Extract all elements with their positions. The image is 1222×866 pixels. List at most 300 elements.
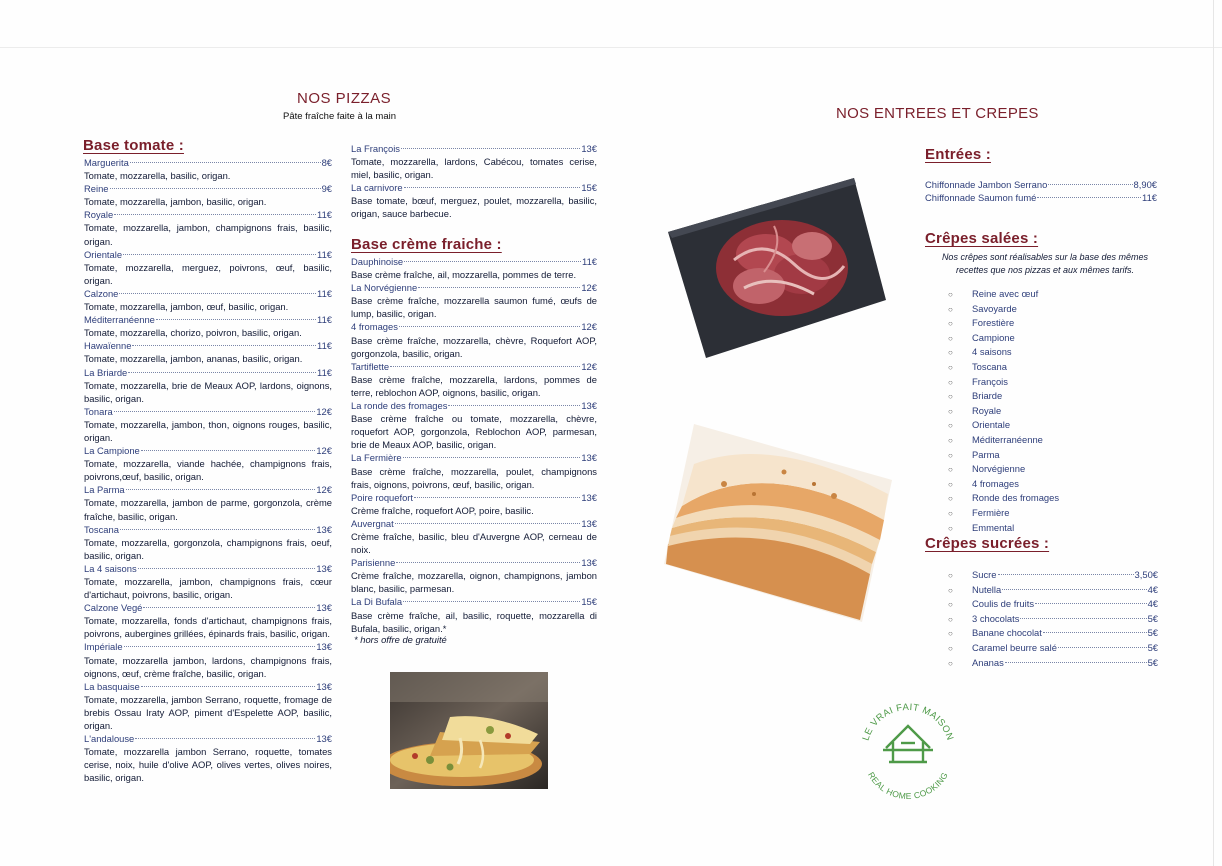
dot-leader <box>1020 618 1146 619</box>
bullet-icon: ○ <box>948 465 953 475</box>
bullet-icon: ○ <box>948 450 953 460</box>
crepe-item-name: Emmental <box>972 521 1015 533</box>
base-tomate-heading: Base tomate : <box>83 137 184 154</box>
bullet-icon: ○ <box>948 421 953 431</box>
menu-item-name: Auvergnat <box>351 517 394 529</box>
menu-item-price: 13€ <box>581 517 597 529</box>
menu-item-price: 13€ <box>581 452 597 464</box>
bullet-icon: ○ <box>948 585 953 595</box>
menu-item <box>84 208 332 247</box>
crepe-item-row <box>972 612 1158 626</box>
crepe-item <box>948 477 1068 492</box>
menu-item-price: 11€ <box>317 314 332 326</box>
scan-edge-right <box>1213 0 1214 866</box>
menu-item-price: 11€ <box>317 248 332 260</box>
crepe-item <box>948 641 1158 656</box>
menu-item-row <box>84 313 332 326</box>
menu-item-description: Tomate, mozzarella, viande hachée, champignons frais, poivrons,œuf, basilic, origan. <box>84 458 332 483</box>
menu-item-price: 13€ <box>316 562 332 574</box>
svg-text:REAL HOME COOKING <box>866 770 950 801</box>
menu-item-name: Chiffonnade Saumon fumé <box>925 192 1037 204</box>
crepe-item <box>948 287 1068 302</box>
dot-leader <box>141 450 316 451</box>
crepes-salees-heading: Crêpes salées : <box>925 230 1039 247</box>
crepe-item-row <box>972 568 1158 582</box>
base-creme-list <box>351 255 597 635</box>
crepe-item-row <box>972 626 1158 640</box>
menu-item-row <box>84 366 332 379</box>
menu-item <box>925 191 1157 204</box>
menu-item-price: 12€ <box>581 360 597 372</box>
menu-item-name: Toscana <box>84 523 119 535</box>
dot-leader <box>1048 184 1132 185</box>
menu-item-row <box>84 339 332 352</box>
crepe-item-name: Forestière <box>972 317 1015 329</box>
dot-leader <box>1058 647 1147 648</box>
menu-item-description: Crème fraîche, mozzarella, oignon, champignons, jambon blanc, basilic, parmesan. <box>351 570 597 595</box>
crepe-item-name: Sucre <box>972 569 997 580</box>
bullet-icon: ○ <box>948 494 953 504</box>
crepe-item-name: Coulis de fruits <box>972 598 1035 610</box>
dot-leader <box>1043 632 1147 633</box>
gratuity-note: * hors offre de gratuité <box>354 634 447 645</box>
menu-item-description: Base crème fraîche, mozzarella, poulet, champignons frais, oignons, poivrons, œuf, basilic, origan. <box>351 465 597 490</box>
menu-item-row <box>925 178 1157 191</box>
menu-item-description: Tomate, mozzarella, jambon, ananas, basilic, origan. <box>84 353 303 365</box>
entrees-list <box>925 178 1157 204</box>
menu-item-name: La ronde des fromages <box>351 400 448 412</box>
crepes-sucrees-list <box>948 568 1158 670</box>
bullet-icon: ○ <box>948 435 953 445</box>
dot-leader <box>395 523 581 524</box>
dot-leader <box>119 293 316 294</box>
menu-item-price: 11€ <box>317 209 332 221</box>
crepes-sucrees-heading: Crêpes sucrées : <box>925 535 1050 552</box>
menu-item-price: 8,90€ <box>1133 179 1157 190</box>
menu-item-description: Tomate, mozzarella, fonds d'artichaut, champignons frais, poivrons, aubergines grillées, épinards frais, basilic, origan. <box>84 615 332 640</box>
menu-item-description: Tomate, mozzarella, brie de Meaux AOP, lardons, oignons, basilic, origan. <box>84 379 332 404</box>
menu-item-row <box>84 156 332 169</box>
menu-item <box>351 320 597 359</box>
crepes-salees-note: Nos crêpes sont réalisables sur la base des mêmes recettes que nos pizzas et aux mêmes tarifs. <box>941 252 1149 275</box>
crepe-item-price: 5€ <box>1147 656 1158 668</box>
menu-item-description: Crème fraîche, basilic, bleu d'Auvergne AOP, cerneau de noix. <box>351 530 597 556</box>
menu-item <box>351 181 597 220</box>
crepe-item-price: 5€ <box>1147 612 1158 624</box>
menu-item-description: Tomate, mozzarella jambon, lardons, champignons frais, oignons, œuf, crème fraîche, basilic, origan. <box>84 654 332 679</box>
crepe-item <box>948 491 1068 506</box>
menu-item-name: Calzone Vegé <box>84 602 143 614</box>
menu-item-row <box>351 451 597 464</box>
menu-item-row <box>351 517 597 530</box>
menu-item <box>84 405 332 444</box>
dot-leader <box>156 319 316 320</box>
menu-item-description: Tomate, mozzarella, gorgonzola, champignons frais, oeuf, basilic, origan. <box>84 536 332 561</box>
menu-item-price: 8€ <box>321 157 332 168</box>
menu-item-price: 12€ <box>316 484 332 496</box>
menu-item-row <box>351 181 597 194</box>
menu-item-name: La 4 saisons <box>84 562 137 574</box>
menu-item-price: 12€ <box>316 445 332 457</box>
menu-item <box>351 491 597 517</box>
crepe-item <box>948 568 1158 583</box>
menu-item-name: Hawaïenne <box>84 340 132 352</box>
menu-item-name: La François <box>351 143 400 154</box>
crepe-item-row <box>972 583 1158 597</box>
menu-item-row <box>84 483 332 496</box>
menu-item-row <box>351 320 597 333</box>
menu-item-description: Base tomate, bœuf, merguez, poulet, mozzarella, basilic, origan, sauce barbecue. <box>351 195 597 220</box>
crepe-item-name: François <box>972 375 1008 387</box>
dot-leader <box>128 372 316 373</box>
svg-text:LE VRAI FAIT MAISON <box>860 702 955 742</box>
menu-item-row <box>351 491 597 504</box>
scan-edge-top <box>0 47 1222 48</box>
menu-item <box>84 182 332 208</box>
dot-leader <box>1037 197 1141 198</box>
menu-item-row <box>84 680 332 693</box>
dot-leader <box>404 187 581 188</box>
menu-item-description: Tomate, mozzarella, jambon, basilic, origan. <box>84 196 267 208</box>
menu-item <box>351 255 597 281</box>
bullet-icon: ○ <box>948 290 953 299</box>
crepe-item-name: Toscana <box>972 360 1007 372</box>
menu-item-price: 13€ <box>316 523 332 535</box>
menu-item-price: 13€ <box>316 602 332 614</box>
menu-item-description: Tomate, mozzarella, jambon, champignons frais, cœur d'artichaut, poivrons, basilic, origan. <box>84 576 332 601</box>
menu-item-row <box>84 562 332 575</box>
menu-item-price: 13€ <box>581 143 597 154</box>
pizza-photo <box>390 672 548 789</box>
bullet-icon: ○ <box>948 333 953 343</box>
menu-item-description: Base crème fraîche, mozzarella, chèvre, Roquefort AOP, gorgonzola, basilic, origan. <box>351 334 597 359</box>
menu-item <box>84 156 332 182</box>
bullet-icon: ○ <box>948 614 953 624</box>
bullet-icon: ○ <box>948 348 953 358</box>
menu-item-price: 11€ <box>317 366 332 378</box>
crepe-item-name: Briarde <box>972 390 1003 402</box>
crepe-item-name: Reine avec œuf <box>972 288 1039 299</box>
menu-item-row <box>351 281 597 294</box>
menu-item <box>351 281 597 320</box>
crepe-item <box>948 656 1158 671</box>
dot-leader <box>399 326 580 327</box>
menu-item-row <box>351 595 597 608</box>
crepe-item-name: Fermière <box>972 506 1010 518</box>
dot-leader <box>1035 603 1147 604</box>
crepe-item <box>948 521 1068 536</box>
menu-item-name: 4 fromages <box>351 321 398 333</box>
menu-item-price: 9€ <box>321 183 332 195</box>
crepe-item <box>948 418 1068 433</box>
dot-leader <box>403 601 580 602</box>
dot-leader <box>120 529 315 530</box>
menu-item-price: 13€ <box>316 680 332 692</box>
menu-item-description: Tomate, mozzarella, basilic, origan. <box>84 170 231 182</box>
dot-leader <box>1005 662 1147 663</box>
bullet-icon: ○ <box>948 658 953 668</box>
dot-leader <box>124 646 316 647</box>
menu-item-row <box>84 732 332 745</box>
menu-item <box>84 248 332 287</box>
menu-item-name: Parisienne <box>351 557 396 569</box>
menu-item-name: Tonara <box>84 405 113 417</box>
menu-item-name: La Briarde <box>84 366 128 378</box>
menu-item-name: La Fermière <box>351 452 402 464</box>
menu-item-name: Calzone <box>84 287 119 299</box>
menu-item-description: Tomate, mozzarella, jambon, thon, oignons rouges, basilic, origan. <box>84 418 332 443</box>
bullet-icon: ○ <box>948 571 953 580</box>
menu-item-description: Tomate, mozzarella, jambon Serrano, roquette, fromage de brebis Ossau Iraty AOP, piment d'Espelette AOP, basilic, origan. <box>84 693 332 732</box>
crepe-item <box>948 375 1068 390</box>
menu-item-row <box>351 556 597 569</box>
menu-item-row <box>84 523 332 536</box>
menu-item-name: Reine <box>84 183 109 195</box>
dot-leader <box>390 366 580 367</box>
menu-item <box>84 680 332 732</box>
dot-leader <box>404 261 581 262</box>
menu-item-price: 13€ <box>316 733 332 745</box>
menu-item-price: 13€ <box>581 491 597 503</box>
base-tomate-list <box>84 156 332 785</box>
bullet-icon: ○ <box>948 479 953 489</box>
crepe-item-name: Parma <box>972 448 1000 460</box>
bullet-icon: ○ <box>948 600 953 610</box>
menu-item-name: Chiffonnade Jambon Serrano <box>925 179 1048 190</box>
menu-item-description: Base crème fraîche, mozzarella, lardons, pommes de terre, reblochon AOP, oignons, basilic, origan. <box>351 373 597 398</box>
menu-item-description: Base crème fraîche, ail, basilic, roquette, mozzarella di Bufala, basilic, origan.* <box>351 609 597 634</box>
menu-item-price: 15€ <box>581 182 597 194</box>
bullet-icon: ○ <box>948 508 953 518</box>
menu-item-price: 13€ <box>316 641 332 653</box>
menu-item-price: 12€ <box>581 321 597 333</box>
menu-item <box>84 523 332 562</box>
crepe-item <box>948 389 1068 404</box>
menu-item-row <box>84 248 332 261</box>
dot-leader <box>141 686 316 687</box>
crepe-item <box>948 612 1158 627</box>
crepe-item-name: Savoyarde <box>972 302 1017 314</box>
crepe-item-name: Ronde des fromages <box>972 492 1060 504</box>
fait-maison-logo <box>853 696 963 806</box>
menu-item-name: Méditerranéenne <box>84 314 155 326</box>
crepe-item-name: Nutella <box>972 583 1002 595</box>
menu-item <box>925 178 1157 191</box>
dot-leader <box>126 489 316 490</box>
crepe-item <box>948 360 1068 375</box>
dot-leader <box>135 738 315 739</box>
crepe-item-name: 3 chocolats <box>972 612 1020 624</box>
dot-leader <box>401 148 580 149</box>
menu-item-row <box>925 191 1157 204</box>
crepe-item-name: 4 fromages <box>972 477 1019 489</box>
menu-item-price: 12€ <box>581 282 597 294</box>
crepes-salees-list <box>948 287 1068 535</box>
crepe-item-name: Orientale <box>972 419 1011 431</box>
dot-leader <box>414 497 580 498</box>
menu-item <box>351 399 597 451</box>
menu-item-row <box>351 255 597 268</box>
crepe-item <box>948 433 1068 448</box>
menu-item-description: Base crème fraîche ou tomate, mozzarella, chèvre, roquefort AOP, gorgonzola, Reblochon AOP, parmesan, brie de Meaux AOP, basilic, origan. <box>351 413 597 451</box>
bullet-icon: ○ <box>948 319 953 329</box>
menu-item-description: Tomate, mozzarella, jambon, œuf, basilic, origan. <box>84 301 289 313</box>
menu-item-row <box>351 360 597 373</box>
menu-item-name: La Di Bufala <box>351 596 403 608</box>
menu-item-name: Royale <box>84 209 114 221</box>
dot-leader <box>998 574 1134 575</box>
bullet-icon: ○ <box>948 629 953 639</box>
crepe-item <box>948 404 1068 419</box>
dot-leader <box>403 457 581 458</box>
menu-item-row <box>84 208 332 221</box>
logo-bottom-text: REAL HOME COOKING <box>865 770 951 802</box>
entrees-heading: Entrées : <box>925 146 991 163</box>
dot-leader <box>123 254 316 255</box>
crepe-item <box>948 462 1068 477</box>
menu-item-description: Tomate, mozzarella, lardons, Cabécou, tomates cerise, miel, basilic, origan. <box>351 156 597 181</box>
menu-item-price: 12€ <box>316 405 332 417</box>
menu-item-name: La basquaise <box>84 680 140 692</box>
base-creme-heading: Base crème fraiche : <box>351 236 502 253</box>
crepe-item <box>948 448 1068 463</box>
menu-item-row <box>84 444 332 457</box>
menu-item <box>351 556 597 595</box>
crepe-item-name: Ananas <box>972 656 1004 668</box>
menu-item-name: Orientale <box>84 248 123 260</box>
crepe-item-name: 4 saisons <box>972 346 1012 358</box>
menu-item-name: La carnivore <box>351 182 403 194</box>
menu-item-price: 11€ <box>582 256 597 267</box>
dot-leader <box>110 188 321 189</box>
dot-leader <box>138 568 316 569</box>
menu-item-price: 11€ <box>1142 192 1157 204</box>
menu-item-name: Poire roquefort <box>351 491 414 503</box>
menu-item-row <box>84 182 332 195</box>
dot-leader <box>448 405 580 406</box>
menu-item <box>84 313 332 339</box>
pizza-list-continued <box>351 142 597 221</box>
menu-item-name: Impériale <box>84 641 123 653</box>
bullet-icon: ○ <box>948 406 953 416</box>
menu-item-name: La Norvégienne <box>351 282 418 294</box>
menu-item-description: Tomate, mozzarella, jambon, champignons frais, basilic, origan. <box>84 222 332 247</box>
crepe-item-row <box>972 597 1158 611</box>
dot-leader <box>143 607 315 608</box>
menu-item-price: 11€ <box>317 340 332 352</box>
menu-item <box>84 562 332 601</box>
crepe-item <box>948 583 1158 598</box>
crepe-item-name: Banane chocolat <box>972 627 1042 639</box>
menu-item <box>84 483 332 522</box>
menu-item-description: Crème fraîche, roquefort AOP, poire, basilic. <box>351 504 534 516</box>
menu-item-description: Tomate, mozzarella jambon Serrano, roquette, tomates cerise, noix, huile d'olive AOP, olives vertes, olives noires, basilic, origan. <box>84 746 332 784</box>
crepe-item <box>948 597 1158 612</box>
crepe-item-price: 5€ <box>1147 627 1158 639</box>
house-icon <box>883 726 933 762</box>
menu-item-price: 13€ <box>581 557 597 569</box>
menu-item-description: Base crème fraîche, ail, mozzarella, pommes de terre. <box>351 269 577 281</box>
crepe-item-row <box>972 656 1158 670</box>
menu-item <box>84 339 332 365</box>
menu-item-name: La Campione <box>84 445 140 457</box>
menu-item-row <box>84 601 332 614</box>
crepe-item-name: Caramel beurre salé <box>972 641 1057 653</box>
menu-item <box>351 451 597 490</box>
menu-item-description: Tomate, mozzarella, merguez, poivrons, œuf, basilic, origan. <box>84 261 332 286</box>
bullet-icon: ○ <box>948 392 953 402</box>
menu-item-name: Tartiflette <box>351 360 390 372</box>
crepe-item <box>948 626 1158 641</box>
menu-item-name: L'andalouse <box>84 733 135 745</box>
bullet-icon: ○ <box>948 643 953 653</box>
dot-leader <box>396 562 580 563</box>
menu-item-row <box>84 287 332 300</box>
menu-item <box>84 444 332 483</box>
menu-item-price: 13€ <box>581 400 597 412</box>
crepe-item-price: 4€ <box>1147 598 1158 610</box>
menu-item-name: Dauphinoise <box>351 256 404 267</box>
menu-item-name: Marguerita <box>84 157 129 168</box>
bullet-icon: ○ <box>948 377 953 387</box>
menu-item <box>84 732 332 784</box>
menu-item-price: 15€ <box>581 596 597 608</box>
menu-item <box>84 287 332 313</box>
dot-leader <box>132 345 316 346</box>
crepe-item-price: 3,50€ <box>1134 569 1158 580</box>
menu-item-name: La Parma <box>84 484 125 496</box>
logo-top-text: LE VRAI FAIT MAISON <box>860 701 956 743</box>
crepe-item-name: Norvégienne <box>972 463 1026 475</box>
menu-item-row <box>84 405 332 418</box>
crepe-item <box>948 345 1068 360</box>
crepe-item-price: 4€ <box>1147 583 1158 595</box>
menu-item-row <box>84 640 332 653</box>
menu-item-description: Tomate, mozzarella, chorizo, poivron, basilic, origan. <box>84 327 302 339</box>
menu-item-price: 11€ <box>317 287 332 299</box>
menu-item <box>351 142 597 181</box>
ham-photo <box>664 176 888 360</box>
dot-leader <box>1002 589 1146 590</box>
menu-item-row <box>351 399 597 412</box>
bullet-icon: ○ <box>948 362 953 372</box>
crepe-item <box>948 302 1068 317</box>
pizzas-title: NOS PIZZAS <box>297 90 392 107</box>
menu-item <box>351 517 597 556</box>
dot-leader <box>114 411 316 412</box>
crepe-item-name: Campione <box>972 331 1015 343</box>
crepe-item-price: 5€ <box>1147 641 1158 653</box>
menu-item <box>84 601 332 640</box>
pizzas-subtitle: Pâte fraîche faite à la main <box>283 111 397 122</box>
menu-item <box>84 366 332 405</box>
crepe-item-name: Royale <box>972 404 1002 416</box>
menu-item <box>351 360 597 399</box>
crepes-photo <box>664 424 892 622</box>
crepe-item-name: Méditerranéenne <box>972 433 1043 445</box>
menu-item-row <box>351 142 597 155</box>
bullet-icon: ○ <box>948 523 953 533</box>
dot-leader <box>114 214 316 215</box>
crepe-item <box>948 316 1068 331</box>
crepe-item <box>948 506 1068 521</box>
menu-item-description: Tomate, mozzarella, jambon de parme, gorgonzola, crème fraîche, basilic, origan. <box>84 497 332 522</box>
menu-item <box>84 640 332 679</box>
menu-item <box>351 595 597 634</box>
crepe-item <box>948 331 1068 346</box>
dot-leader <box>418 287 580 288</box>
entrees-crepes-title: NOS ENTREES ET CREPES <box>836 105 1039 122</box>
